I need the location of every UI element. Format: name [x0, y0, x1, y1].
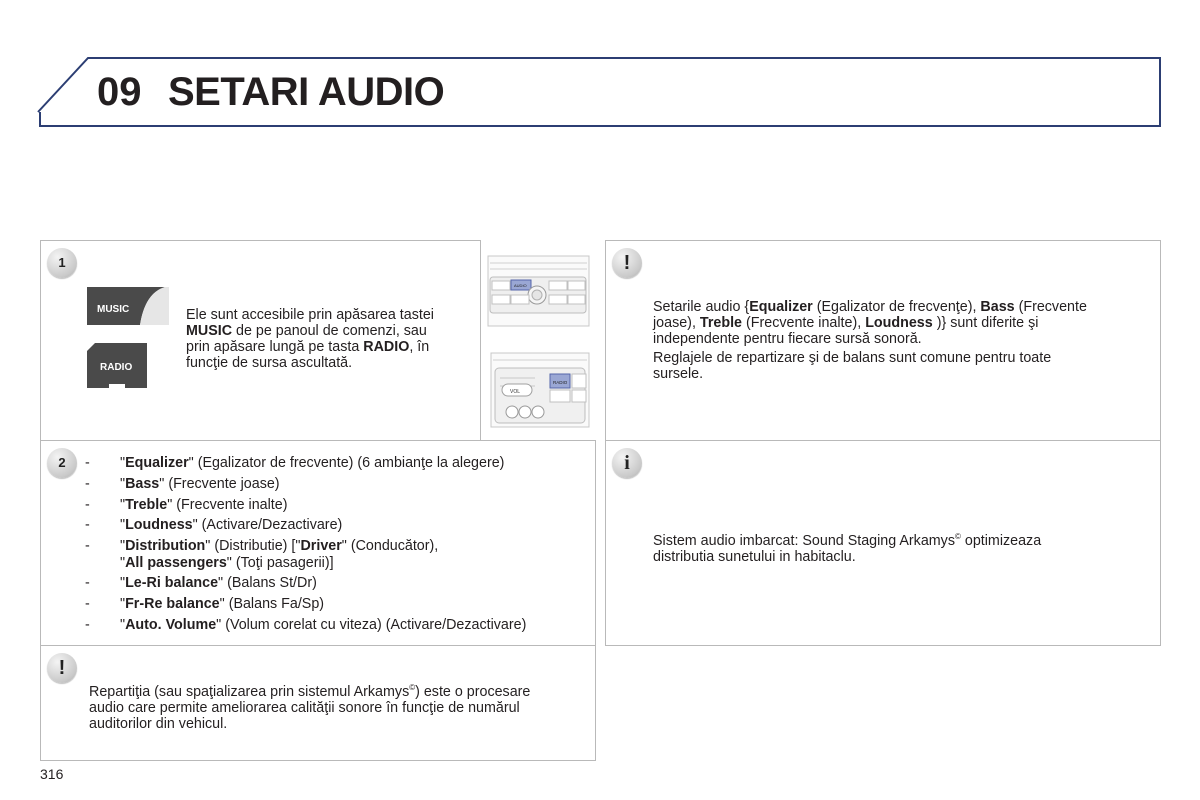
list-item: - "Distribution" (Distributie) ["Driver" (Conducător),	[85, 538, 439, 555]
music-key-image	[85, 285, 171, 327]
warning-note-text: Repartiţia (sau spaţializarea prin sistemul Arkamys©) este o procesare audio care permite ameliorarea calităţii sonore în funcţie de numărul auditorilor din vehicul.	[89, 683, 531, 732]
list-item: - "Fr-Re balance" (Balans Fa/Sp)	[85, 596, 325, 613]
list-item: - "Equalizer" (Egalizator de frecvente) (6 ambianţe la alegere)	[85, 455, 505, 471]
list-item: - "Le-Ri balance" (Balans St/Dr)	[85, 575, 317, 592]
list-item: - "Loudness" (Activare/Dezactivare)	[85, 517, 343, 534]
info-text: Sistem audio imbarcat: Sound Staging Arkamys© optimizeaza distributia sunetului in habitaclu.	[653, 532, 1042, 565]
stereo-panel-top-image	[487, 255, 590, 327]
info-icon: i	[612, 448, 642, 478]
radio-key-label: RADIO	[100, 362, 133, 373]
list-item: "All passengers" (Toţi pasagerii)]	[120, 554, 334, 571]
audio-settings-warning-text: Setarile audio {Equalizer (Egalizator de frecvenţe), Bass (Frecvente joase), Treble (Frecvente inalte), Loudness )} sunt diferite şi independente pentru fiecare sursă sonoră. Reglajele de repartizare şi de balans sunt comune pentru toate sursele.	[653, 299, 1087, 382]
chapter-number: 09	[97, 70, 142, 114]
chapter-title: SETARI AUDIO	[168, 70, 445, 114]
list-item: - "Treble" (Frecvente inalte)	[85, 496, 288, 513]
stereo-vol-label: VOL	[510, 389, 521, 395]
audio-settings-list	[85, 455, 526, 638]
warning-icon: !	[47, 653, 77, 683]
page-number: 316	[40, 766, 64, 782]
radio-key-image	[85, 342, 149, 390]
music-key-label: MUSIC	[97, 304, 130, 315]
warning-icon: !	[612, 248, 642, 278]
list-item: - "Bass" (Frecvente joase)	[85, 475, 280, 492]
stereo-audio-label: AUDIO	[514, 283, 527, 288]
step-1-text: Ele sunt accesibile prin apăsarea tastei MUSIC de pe panoul de comenzi, sau prin apăsare lungă pe tasta RADIO, în funcţie de sursa ascultată.	[186, 307, 434, 371]
step-1-badge: 1	[47, 248, 77, 278]
step-2-badge: 2	[47, 448, 77, 478]
list-item: - "Auto. Volume" (Volum corelat cu viteza) (Activare/Dezactivare)	[85, 617, 527, 634]
stereo-radio-label: RADIO	[553, 380, 568, 385]
stereo-panel-bottom-image	[490, 352, 590, 428]
